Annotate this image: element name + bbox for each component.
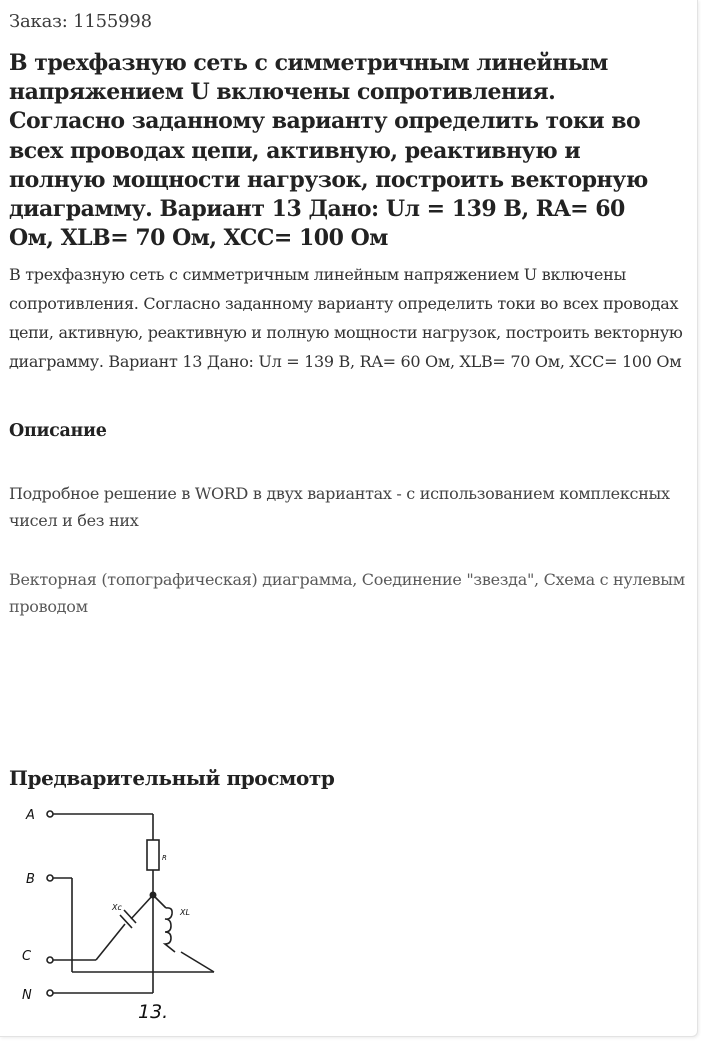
neutral-node — [150, 892, 157, 899]
circuit-preview-image — [14, 798, 244, 1030]
description-heading: Описание — [9, 421, 107, 441]
preview-heading: Предварительный просмотр — [9, 766, 335, 790]
page-title: В трехфазную сеть с симметричным линейным напряжением U включены сопротивления. Согласно заданному варианту определить токи во всех проводах цепи, активную, реактивную и полную мощности нагрузок, построить векторную диаграмму. Вариант 13 Дано: Uл = 139 В, RA= 60 Ом, XLB= 70 Ом, XCC= 100 Ом — [9, 50, 648, 252]
inductor-label: XL — [180, 908, 190, 917]
description-paragraph-diagram: Векторная (топографическая) диаграмма, Соединение "звезда", Схема с нулевым проводом — [9, 570, 685, 616]
order-number: Заказ: 1155998 — [9, 11, 152, 32]
task-text: В трехфазную сеть с симметричным линейным напряжением U включены сопротивления. Согласно заданному варианту определить токи во всех проводах цепи, активную, реактивную и полную мощности нагрузок, построить векторную диаграмму. Вариант 13 Дано: Uл = 139 В, RA= 60 Ом, XLB= 70 Ом, XCC= 100 Ом — [9, 265, 683, 371]
circuit-diagram — [14, 798, 244, 1030]
variant-number: 13. — [138, 1001, 169, 1023]
description-paragraph-solution: Подробное решение в WORD в двух вариантах - с использованием комплексных чисел и без них — [9, 484, 670, 530]
terminal-label-c: C — [22, 949, 32, 964]
terminal-label-n: N — [22, 988, 32, 1003]
capacitor-label: Xc — [112, 903, 122, 912]
resistor-label: R — [162, 854, 167, 862]
terminal-label-a: A — [26, 808, 35, 823]
terminal-label-b: B — [26, 872, 35, 887]
